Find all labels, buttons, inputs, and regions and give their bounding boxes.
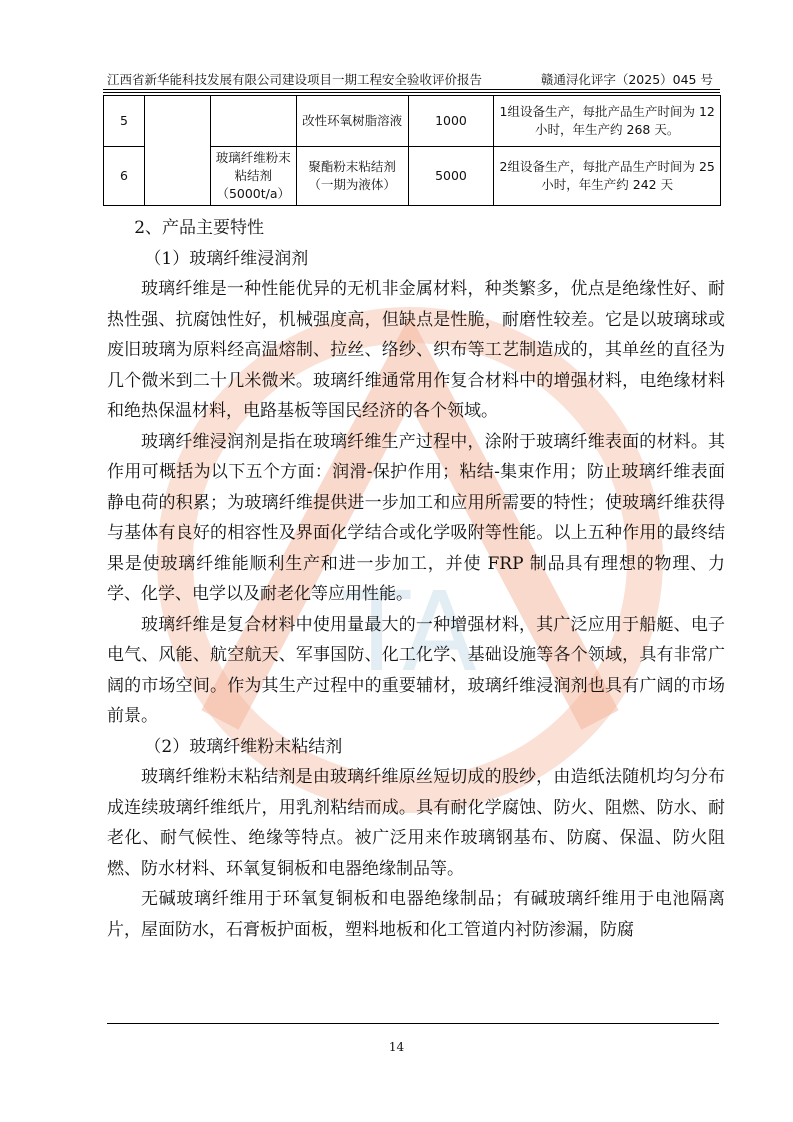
merged-cell [144,96,210,206]
material-name: 聚酯粉末粘结剂（一期为液体） [296,147,408,206]
header-divider [103,89,720,90]
product-table [103,95,721,206]
subsection-heading: （1）玻璃纤维浸润剂 [144,248,309,269]
quantity: 5000 [408,147,494,206]
paragraph: 玻璃纤维是复合材料中使用量最大的一种增强材料，其广泛应用于船艇、电子电气、风能、航空航天、军事国防、化工化学、基础设施等各个领域，具有非常广阔的市场空间。作为其生产过程中的重要辅材，玻璃纤维浸润剂也具有广阔的市场前景。 [107,614,725,726]
production-note: 1组设备生产，每批产品生产时间为 12 小时，年生产约 268 天。 [494,96,721,147]
report-title: 江西省新华能科技发展有限公司建设项目一期工程安全验收评价报告 [107,72,483,87]
section-heading: 2、产品主要特性 [134,218,265,238]
row-number: 5 [104,96,145,147]
production-note: 2组设备生产，每批产品生产时间为 25 小时，年生产约 242 天 [494,147,721,206]
body-text [107,213,725,945]
subsection-heading: （2）玻璃纤维粉末粘结剂 [144,736,343,757]
product-name: 玻璃纤维粉末粘结剂（5000t/a） [210,147,296,206]
report-number: 赣通浔化评字（2025）045 号 [540,72,713,87]
quantity: 1000 [408,96,494,147]
table-row [104,96,721,147]
paragraph: 玻璃纤维粉末粘结剂是由玻璃纤维原丝短切成的股纱，由造纸法随机均匀分布成连续玻璃纤维纸片，用乳剂粘结而成。具有耐化学腐蚀、防火、阻燃、防水、耐老化、耐气候性、绝缘等特点。被广泛用来作玻璃钢基布、防腐、保温、防火阻燃、防水材料、环氧复铜板和电器绝缘制品等。 [107,767,725,879]
row-number: 6 [104,147,145,206]
paragraph: 玻璃纤维浸润剂是指在玻璃纤维生产过程中，涂附于玻璃纤维表面的材料。其作用可概括为以下五个方面：润滑-保护作用；粘结-集束作用；防止玻璃纤维表面静电荷的积累；为玻璃纤维提供进一步加工和应用所需要的特性；使玻璃纤维获得与基体有良好的相容性及界面化学结合或化学吸附等性能。以上五种作用的最终结果是使玻璃纤维能顺利生产和进一步加工，并使 FRP 制品具有理想的物理、力学、化学、电学以及耐老化等应用性能。 [107,431,725,604]
watermark-text: TA [343,568,477,696]
paragraph: 无碱玻璃纤维用于环氧复铜板和电器绝缘制品；有碱玻璃纤维用于电池隔离片，屋面防水，石膏板护面板，塑料地板和化工管道内衬防渗漏，防腐 [107,889,725,940]
material-name: 改性环氧树脂溶液 [296,96,408,147]
paragraph: 玻璃纤维是一种性能优异的无机非金属材料，种类繁多，优点是绝缘性好、耐热性强、抗腐蚀性好，机械强度高，但缺点是性脆，耐磨性较差。它是以玻璃球或废旧玻璃为原料经高温熔制、拉丝、络纱、织布等工艺制造成的，其单丝的直径为几个微米到二十几米微米。玻璃纤维通常用作复合材料中的增强材料，电绝缘材料和绝热保温材料，电路基板等国民经济的各个领域。 [107,279,725,421]
footer-divider [107,1023,719,1024]
header-divider-2 [103,92,720,93]
page-number: 14 [388,1040,405,1054]
product-name [210,96,296,147]
